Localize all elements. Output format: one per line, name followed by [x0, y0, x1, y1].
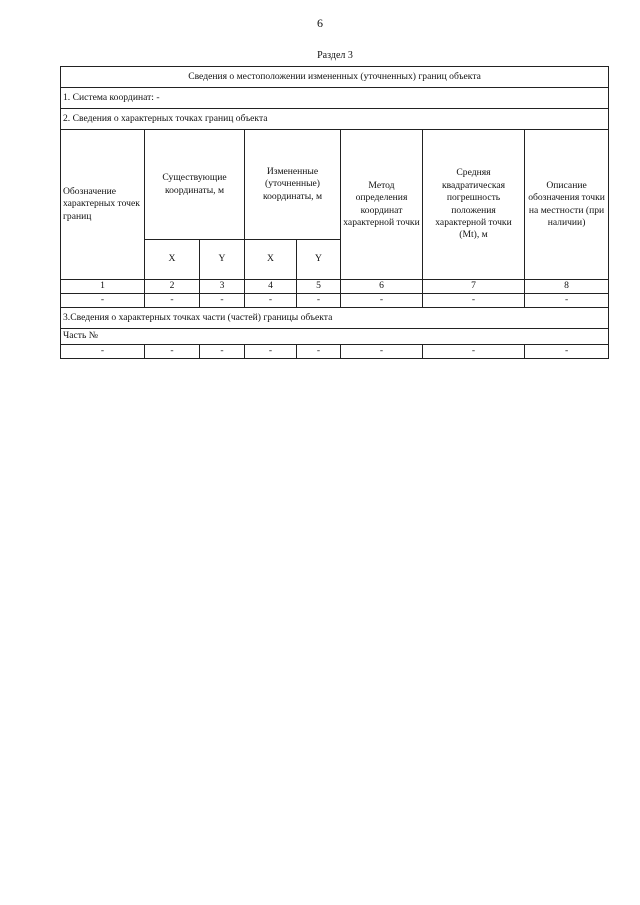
table-cell: - [245, 294, 297, 308]
table-cell: - [61, 345, 145, 359]
header-changed-coords: Измененные (уточненные) координаты, м [245, 130, 341, 240]
table-cell: - [525, 345, 609, 359]
header-y-changed: Y [297, 240, 341, 280]
table-cell: - [200, 294, 245, 308]
table-title: Сведения о местоположении измененных (уточненных) границ объекта [61, 67, 609, 88]
header-designation: Обозначение характерных точек границ [61, 130, 145, 280]
header-error: Средняя квадратическая погрешность положения характерной точки (Mt), м [423, 130, 525, 280]
col-number: 6 [341, 280, 423, 294]
part-label: Часть № [61, 329, 609, 345]
table-row [61, 345, 609, 359]
col-number: 8 [525, 280, 609, 294]
table-cell: - [525, 294, 609, 308]
table-row [61, 294, 609, 308]
table-cell: - [423, 294, 525, 308]
table-cell: - [61, 294, 145, 308]
points-section-title: 2. Сведения о характерных точках границ объекта [61, 109, 609, 130]
table-cell: - [297, 294, 341, 308]
table-cell: - [145, 294, 200, 308]
table-cell: - [297, 345, 341, 359]
table-cell: - [245, 345, 297, 359]
header-y-existing: Y [200, 240, 245, 280]
col-number: 4 [245, 280, 297, 294]
table-cell: - [341, 294, 423, 308]
table-cell: - [145, 345, 200, 359]
header-x-changed: X [245, 240, 297, 280]
col-number: 1 [61, 280, 145, 294]
section-title: Раздел 3 [317, 50, 353, 61]
table-cell: - [341, 345, 423, 359]
part-section-title: 3.Сведения о характерных точках части (частей) границы объекта [61, 308, 609, 329]
col-number: 7 [423, 280, 525, 294]
table-cell: - [200, 345, 245, 359]
col-number: 5 [297, 280, 341, 294]
header-existing-coords: Существующие координаты, м [145, 130, 245, 240]
boundary-table [60, 66, 609, 359]
header-method: Метод определения координат характерной точки [341, 130, 423, 280]
col-number: 3 [200, 280, 245, 294]
col-number: 2 [145, 280, 200, 294]
header-description: Описание обозначения точки на местности (при наличии) [525, 130, 609, 280]
page-number: 6 [317, 16, 323, 30]
header-x-existing: X [145, 240, 200, 280]
table-cell: - [423, 345, 525, 359]
column-number-row [61, 280, 609, 294]
coord-system-row: 1. Система координат: - [61, 88, 609, 109]
